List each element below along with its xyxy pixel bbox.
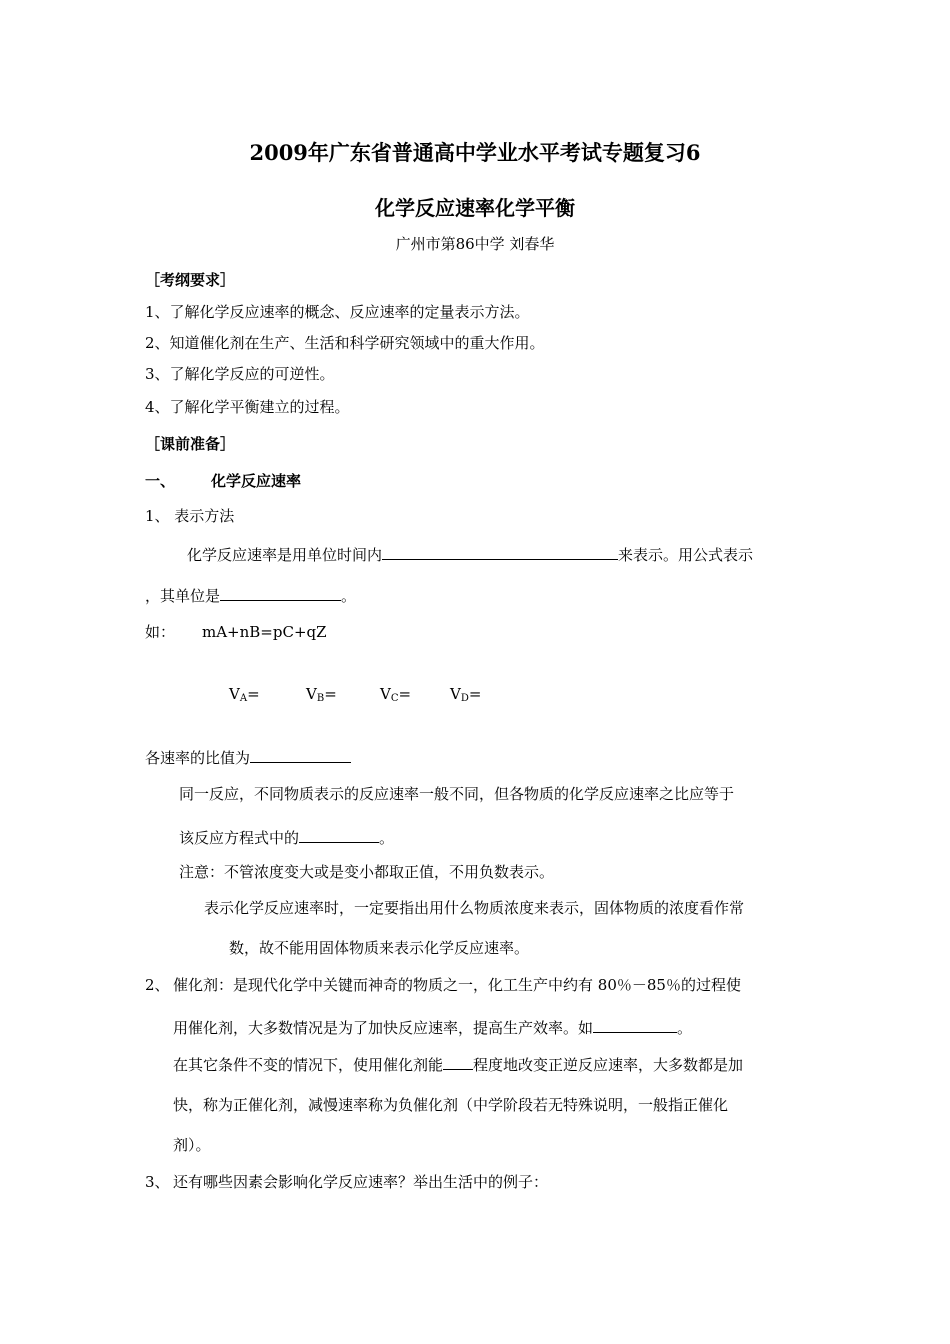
syllabus-item: 1、了解化学反应速率的概念、反应速率的定量表示方法。	[145, 303, 530, 321]
catalyst-text: 催化剂：是现代化学中关键而神奇的物质之一，化工生产中约有 80％－85％的过程使	[173, 976, 741, 994]
rate-unit-blank[interactable]	[220, 584, 341, 601]
catalyst-text-2: 用催化剂，大多数情况是为了加快反应速率，提高生产效率。如	[173, 1019, 594, 1037]
catalyst-text-2-end: 。	[677, 1019, 693, 1037]
syllabus-heading: ［考纲要求］	[145, 271, 236, 289]
rate-definition-blank[interactable]	[382, 543, 618, 560]
ratio-line	[145, 746, 351, 768]
same-reaction-text: 同一反应，不同物质表示的反应速率一般不同，但各物质的化学反应速率之比应等于	[179, 785, 735, 803]
rate-definition-text-end: 来表示。用公式表示	[618, 546, 754, 564]
catalyst-text-5: 剂）。	[173, 1136, 211, 1154]
syllabus-item: 3、了解化学反应的可逆性。	[145, 365, 335, 383]
item3-number: 3、	[145, 1173, 170, 1191]
rate-vd: $V_D=$	[450, 685, 482, 704]
same-reaction-text-end: 。	[379, 829, 395, 847]
rate-unit-line	[145, 584, 356, 606]
coefficient-blank[interactable]	[299, 826, 379, 843]
reaction-equation: mA+nB=pC+qZ	[202, 623, 327, 641]
catalyst-text-3: 在其它条件不变的情况下，使用催化剂能	[173, 1056, 444, 1074]
rate-definition-text: 化学反应速率是用单位时间内	[187, 546, 383, 564]
catalyst-text-3-end: 程度地改变正逆反应速率，大多数都是加	[473, 1056, 744, 1074]
solid-note-text-2: 数，故不能用固体物质来表示化学反应速率。	[229, 939, 530, 957]
solid-note-text: 表示化学反应速率时，一定要指出用什么物质浓度来表示，固体物质的浓度看作常	[204, 899, 745, 917]
same-reaction-text-2: 该反应方程式中的	[179, 829, 300, 847]
rate-va: $V_A=$	[229, 685, 260, 704]
syllabus-item: 4、了解化学平衡建立的过程。	[145, 398, 350, 416]
document-title: 2009年广东省普通高中学业水平考试专题复习6	[249, 140, 701, 165]
item1-title: 1、 表示方法	[145, 507, 235, 525]
catalyst-degree-blank[interactable]	[443, 1053, 473, 1070]
ratio-label: 各速率的比值为	[145, 749, 251, 767]
syllabus-item: 2、知道催化剂在生产、生活和科学研究领域中的重大作用。	[145, 334, 545, 352]
note-text: 注意：不管浓度变大或是变小都取正值，不用负数表示。	[179, 863, 555, 881]
rate-vb: $V_B=$	[306, 685, 337, 704]
catalyst-text-4: 快，称为正催化剂，减慢速率称为负催化剂（中学阶段若无特殊说明，一般指正催化	[173, 1096, 729, 1114]
prep-heading: ［课前准备］	[145, 435, 236, 453]
same-reaction-line	[179, 826, 394, 848]
example-label: 如：	[145, 623, 176, 641]
document-subtitle: 化学反应速率化学平衡	[375, 196, 575, 220]
rate-vc: $V_C=$	[380, 685, 412, 704]
rate-definition-line	[187, 543, 753, 565]
rate-unit-text: ，其单位是	[145, 587, 221, 605]
catalyst-number: 2、	[145, 976, 170, 994]
section-number: 一、	[145, 472, 176, 490]
catalyst-line-3	[173, 1053, 743, 1075]
item3-question: 还有哪些因素会影响化学反应速率？举出生活中的例子：	[173, 1173, 549, 1191]
section-title: 化学反应速率	[211, 472, 302, 490]
catalyst-line-2	[173, 1016, 692, 1038]
ratio-blank[interactable]	[250, 746, 351, 763]
author-line: 广州市第86中学 刘春华	[395, 235, 555, 253]
catalyst-example-blank[interactable]	[593, 1016, 677, 1033]
rate-unit-text-end: 。	[341, 587, 357, 605]
